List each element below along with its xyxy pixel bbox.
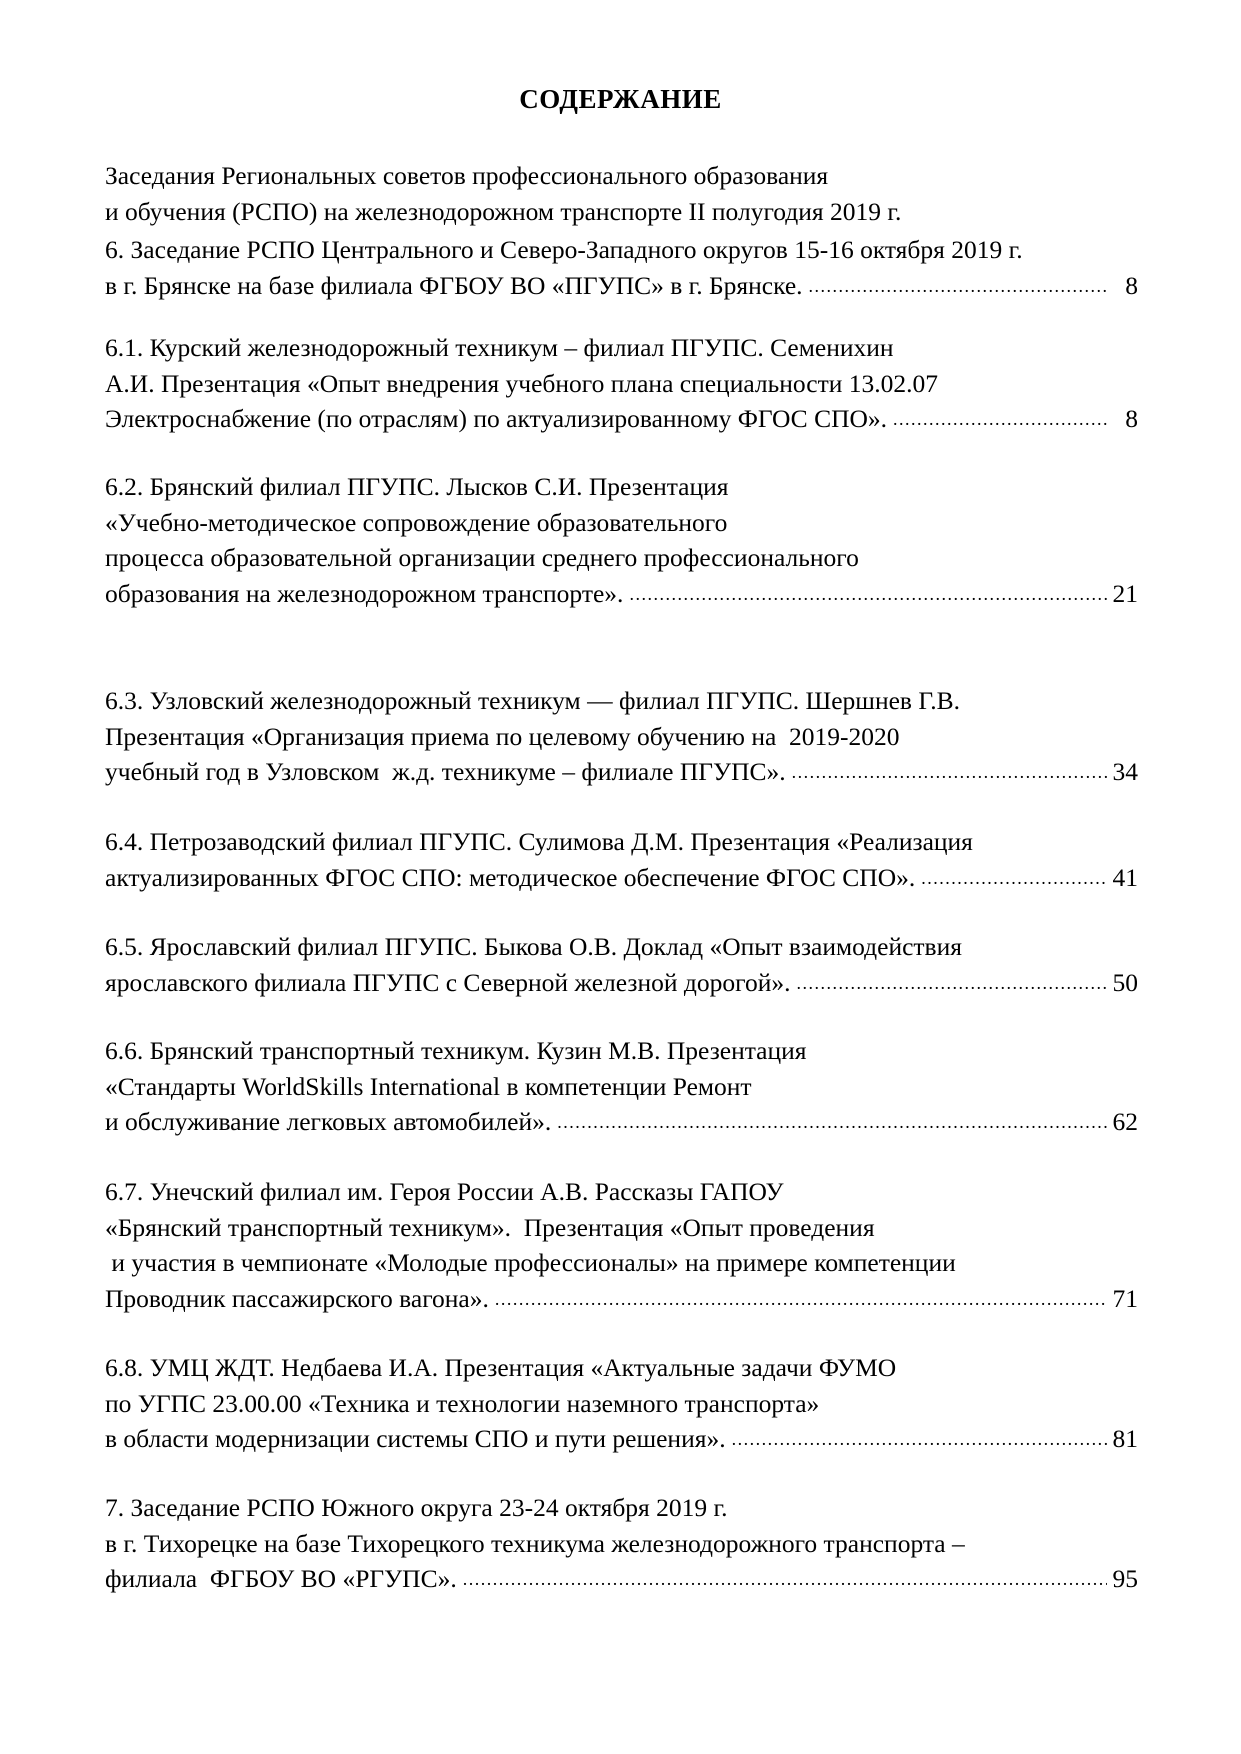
- page-number: 95: [1112, 1564, 1138, 1593]
- toc-entry-last-line: [105, 1281, 1138, 1317]
- toc-entry: [105, 330, 1138, 437]
- toc-entry-last-line: [105, 860, 1138, 896]
- toc-entry-line: по УГПС 23.00.00 «Техника и технологии наземного транспорта»: [105, 1388, 820, 1418]
- toc-entry-line: актуализированных ФГОС СПО: методическое обеспечение ФГОС СПО».: [105, 862, 916, 892]
- dot-leader: [495, 1282, 1107, 1318]
- page-number: 81: [1112, 1424, 1138, 1453]
- toc-entry-line: в г. Тихорецке на базе Тихорецкого техникума железнодорожного транспорта –: [105, 1528, 965, 1558]
- toc-entry-line: в г. Брянске на базе филиала ФГБОУ ВО «ПГУПС» в г. Брянске.: [105, 270, 803, 300]
- toc-entry: [105, 469, 1138, 611]
- toc-entry-line: Проводник пассажирского вагона».: [105, 1283, 489, 1313]
- toc-entry-line: 6.5. Ярославский филиал ПГУПС. Быкова О.В. Доклад «Опыт взаимодействия: [105, 932, 962, 961]
- toc-entry-line: «Стандарты WorldSkills International в компетенции Ремонт: [105, 1071, 752, 1101]
- dot-leader: [463, 1562, 1107, 1598]
- toc-entry-line: Электроснабжение (по отраслям) по актуализированному ФГОС СПО».: [105, 404, 888, 433]
- intro-line: и обучения (РСПО) на железнодорожном транспорте II полугодия 2019 г.: [105, 196, 902, 226]
- toc-entry-line: 7. Заседание РСПО Южного округа 23-24 октября 2019 г.: [105, 1493, 728, 1522]
- toc-entry: [105, 1174, 1138, 1316]
- toc-entry-line: 6. Заседание РСПО Центрального и Северо-Западного округов 15-16 октября 2019 г.: [105, 235, 1023, 264]
- toc-entry-line: 6.4. Петрозаводский филиал ПГУПС. Сулимова Д.М. Презентация «Реализация: [105, 827, 973, 856]
- dot-leader: [921, 861, 1106, 897]
- toc-entry-line: в области модернизации системы СПО и пути решения».: [105, 1424, 726, 1453]
- page-number: 50: [1112, 967, 1138, 997]
- dot-leader: [792, 755, 1107, 791]
- toc-entry: [105, 1350, 1138, 1457]
- toc-entry-line: и участия в чемпионате «Молодые профессионалы» на примере компетенции: [105, 1248, 956, 1277]
- toc-entry-last-line: [105, 401, 1138, 437]
- page-number: 8: [1125, 270, 1138, 300]
- page-title: СОДЕРЖАНИЕ: [519, 84, 722, 114]
- toc-entry-last-line: [105, 1421, 1138, 1457]
- toc-entry-last-line: [105, 754, 1138, 790]
- page-number: 41: [1112, 862, 1138, 892]
- page-number: 21: [1112, 578, 1138, 608]
- toc-entry-line: А.И. Презентация «Опыт внедрения учебного плана специальности 13.02.07: [105, 368, 939, 398]
- toc-entry: [105, 824, 1138, 895]
- toc-entry-line: образования на железнодорожном транспорте».: [105, 578, 624, 608]
- toc-entry-line: процесса образовательной организации среднего профессионального: [105, 543, 859, 572]
- toc-entry-line: 6.3. Узловский железнодорожный техникум — филиал ПГУПС. Шершнев Г.В.: [105, 686, 960, 715]
- toc-entry-line: «Учебно-методическое сопровождение образовательного: [105, 507, 728, 537]
- toc-entry-line: 6.7. Унечский филиал им. Героя России А.В. Рассказы ГАПОУ: [105, 1177, 784, 1206]
- toc-entry-line: 6.1. Курский железнодорожный техникум – филиал ПГУПС. Семенихин: [105, 333, 894, 362]
- dot-leader: [893, 402, 1108, 438]
- page-number: 62: [1112, 1107, 1138, 1136]
- toc-intro: [105, 158, 1145, 229]
- toc-entry-line: и обслуживание легковых автомобилей».: [105, 1107, 552, 1136]
- dot-leader: [809, 269, 1108, 305]
- page-number: 71: [1112, 1283, 1138, 1313]
- toc-entry-line: 6.2. Брянский филиал ПГУПС. Лысков С.И. Презентация: [105, 472, 729, 501]
- dot-leader: [732, 1422, 1107, 1458]
- toc-entry-line: учебный год в Узловском ж.д. техникуме – филиале ПГУПС».: [105, 757, 786, 786]
- toc-entry: [105, 1033, 1138, 1140]
- toc-entry: [105, 929, 1138, 1000]
- dot-leader: [796, 966, 1106, 1002]
- toc-entry-line: 6.6. Брянский транспортный техникум. Кузин М.В. Презентация: [105, 1036, 807, 1065]
- toc-entry-last-line: [105, 965, 1138, 1001]
- toc-entry: [105, 1490, 1138, 1597]
- toc-entry-line: 6.8. УМЦ ЖДТ. Недбаева И.А. Презентация «Актуальные задачи ФУМО: [105, 1353, 897, 1382]
- toc-entry-last-line: [105, 576, 1138, 612]
- toc-entry: [105, 232, 1138, 303]
- dot-leader: [629, 577, 1106, 613]
- toc-entry-last-line: [105, 1104, 1138, 1140]
- toc-entry-line: Презентация «Организация приема по целевому обучению на 2019-2020: [105, 721, 900, 751]
- toc-entry-line: «Брянский транспортный техникум». Презентация «Опыт проведения: [105, 1212, 875, 1242]
- toc-entry-line: филиала ФГБОУ ВО «РГУПС».: [105, 1564, 457, 1593]
- toc-entry-last-line: [105, 268, 1138, 304]
- toc-entry: [105, 683, 1138, 790]
- intro-line: Заседания Региональных советов профессионального образования: [105, 161, 829, 190]
- toc-entry-last-line: [105, 1561, 1138, 1597]
- page-number: 8: [1125, 404, 1138, 433]
- page-number: 34: [1112, 757, 1138, 786]
- dot-leader: [557, 1105, 1106, 1141]
- toc-entry-line: ярославского филиала ПГУПС с Северной железной дорогой».: [105, 967, 791, 997]
